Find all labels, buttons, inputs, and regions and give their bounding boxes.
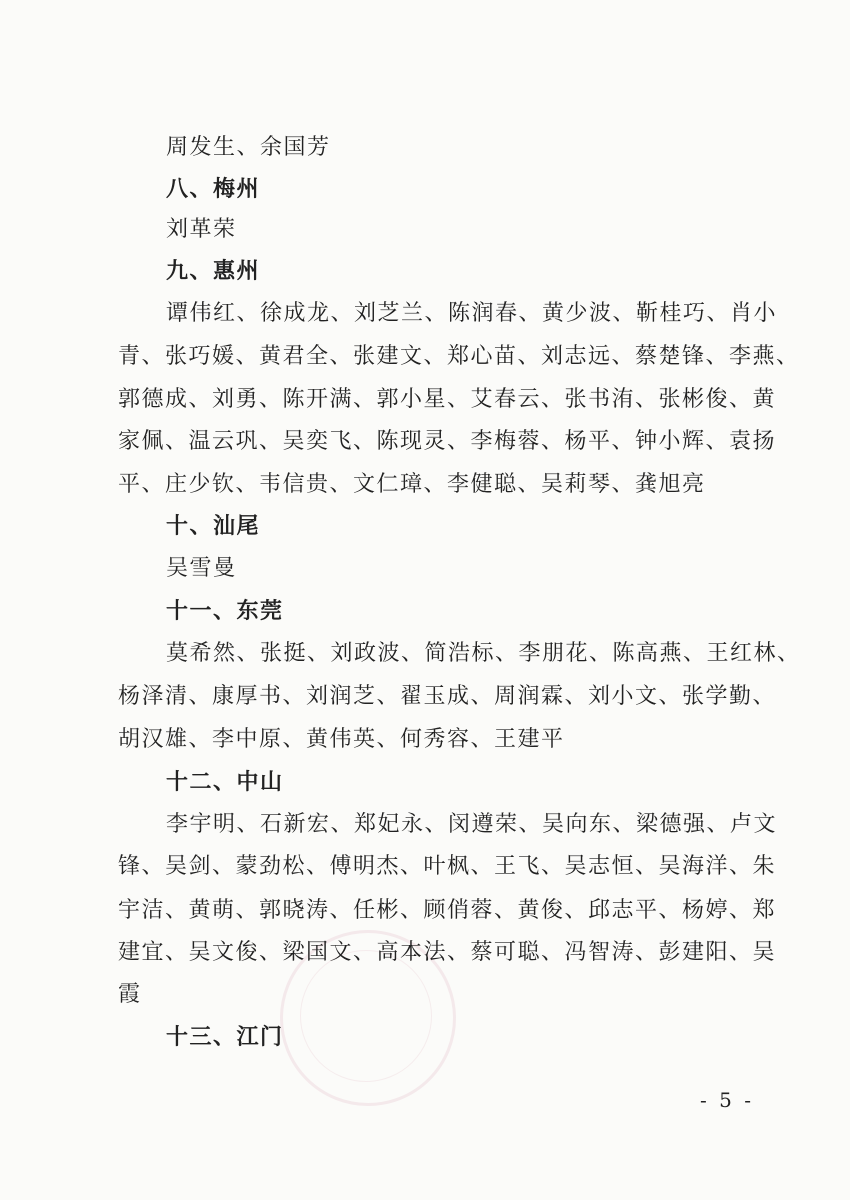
section-heading: 八、梅州 bbox=[166, 177, 261, 202]
name-list-line: 胡汉雄、李中原、黄伟英、何秀容、王建平 bbox=[118, 727, 565, 752]
official-seal-inner-ring bbox=[300, 950, 432, 1082]
name-list-line: 刘革荣 bbox=[166, 217, 237, 242]
name-list-line: 青、张巧媛、黄君全、张建文、郑心苗、刘志远、蔡楚锋、李燕、 bbox=[118, 344, 800, 369]
name-list-line: 郭德成、刘勇、陈开满、郭小星、艾春云、张书洧、张彬俊、黄 bbox=[118, 387, 777, 412]
name-list-line: 周发生、余国芳 bbox=[166, 135, 331, 160]
section-heading: 十一、东莞 bbox=[166, 599, 284, 624]
name-list-line: 家佩、温云巩、吴奕飞、陈现灵、李梅蓉、杨平、钟小辉、袁扬 bbox=[118, 429, 777, 454]
page-number: - 5 - bbox=[700, 1088, 754, 1112]
section-heading: 十二、中山 bbox=[166, 770, 284, 795]
section-heading: 十三、江门 bbox=[166, 1025, 284, 1050]
section-heading: 九、惠州 bbox=[166, 259, 261, 284]
name-list-line: 建宜、吴文俊、梁国文、高本法、蔡可聪、冯智涛、彭建阳、吴 bbox=[118, 940, 777, 965]
name-list-line: 霞 bbox=[118, 982, 142, 1007]
name-list-line: 平、庄少钦、韦信贵、文仁璋、李健聪、吴莉琴、龚旭亮 bbox=[118, 472, 706, 497]
name-list-line: 锋、吴剑、蒙劲松、傅明杰、叶枫、王飞、吴志恒、吴海洋、朱 bbox=[118, 854, 777, 879]
name-list-line: 李宇明、石新宏、郑妃永、闵遵荣、吴向东、梁德强、卢文 bbox=[166, 812, 778, 837]
section-heading: 十、汕尾 bbox=[166, 514, 261, 539]
name-list-line: 宇洁、黄萌、郭晓涛、任彬、顾俏蓉、黄俊、邱志平、杨婷、郑 bbox=[118, 898, 777, 923]
name-list-line: 杨泽清、康厚书、刘润芝、翟玉成、周润霖、刘小文、张学勤、 bbox=[118, 684, 777, 709]
name-list-line: 吴雪曼 bbox=[166, 556, 237, 581]
name-list-line: 莫希然、张挺、刘政波、简浩标、李朋花、陈高燕、王红林、 bbox=[166, 641, 801, 666]
name-list-line: 谭伟红、徐成龙、刘芝兰、陈润春、黄少波、靳桂巧、肖小 bbox=[166, 301, 778, 326]
